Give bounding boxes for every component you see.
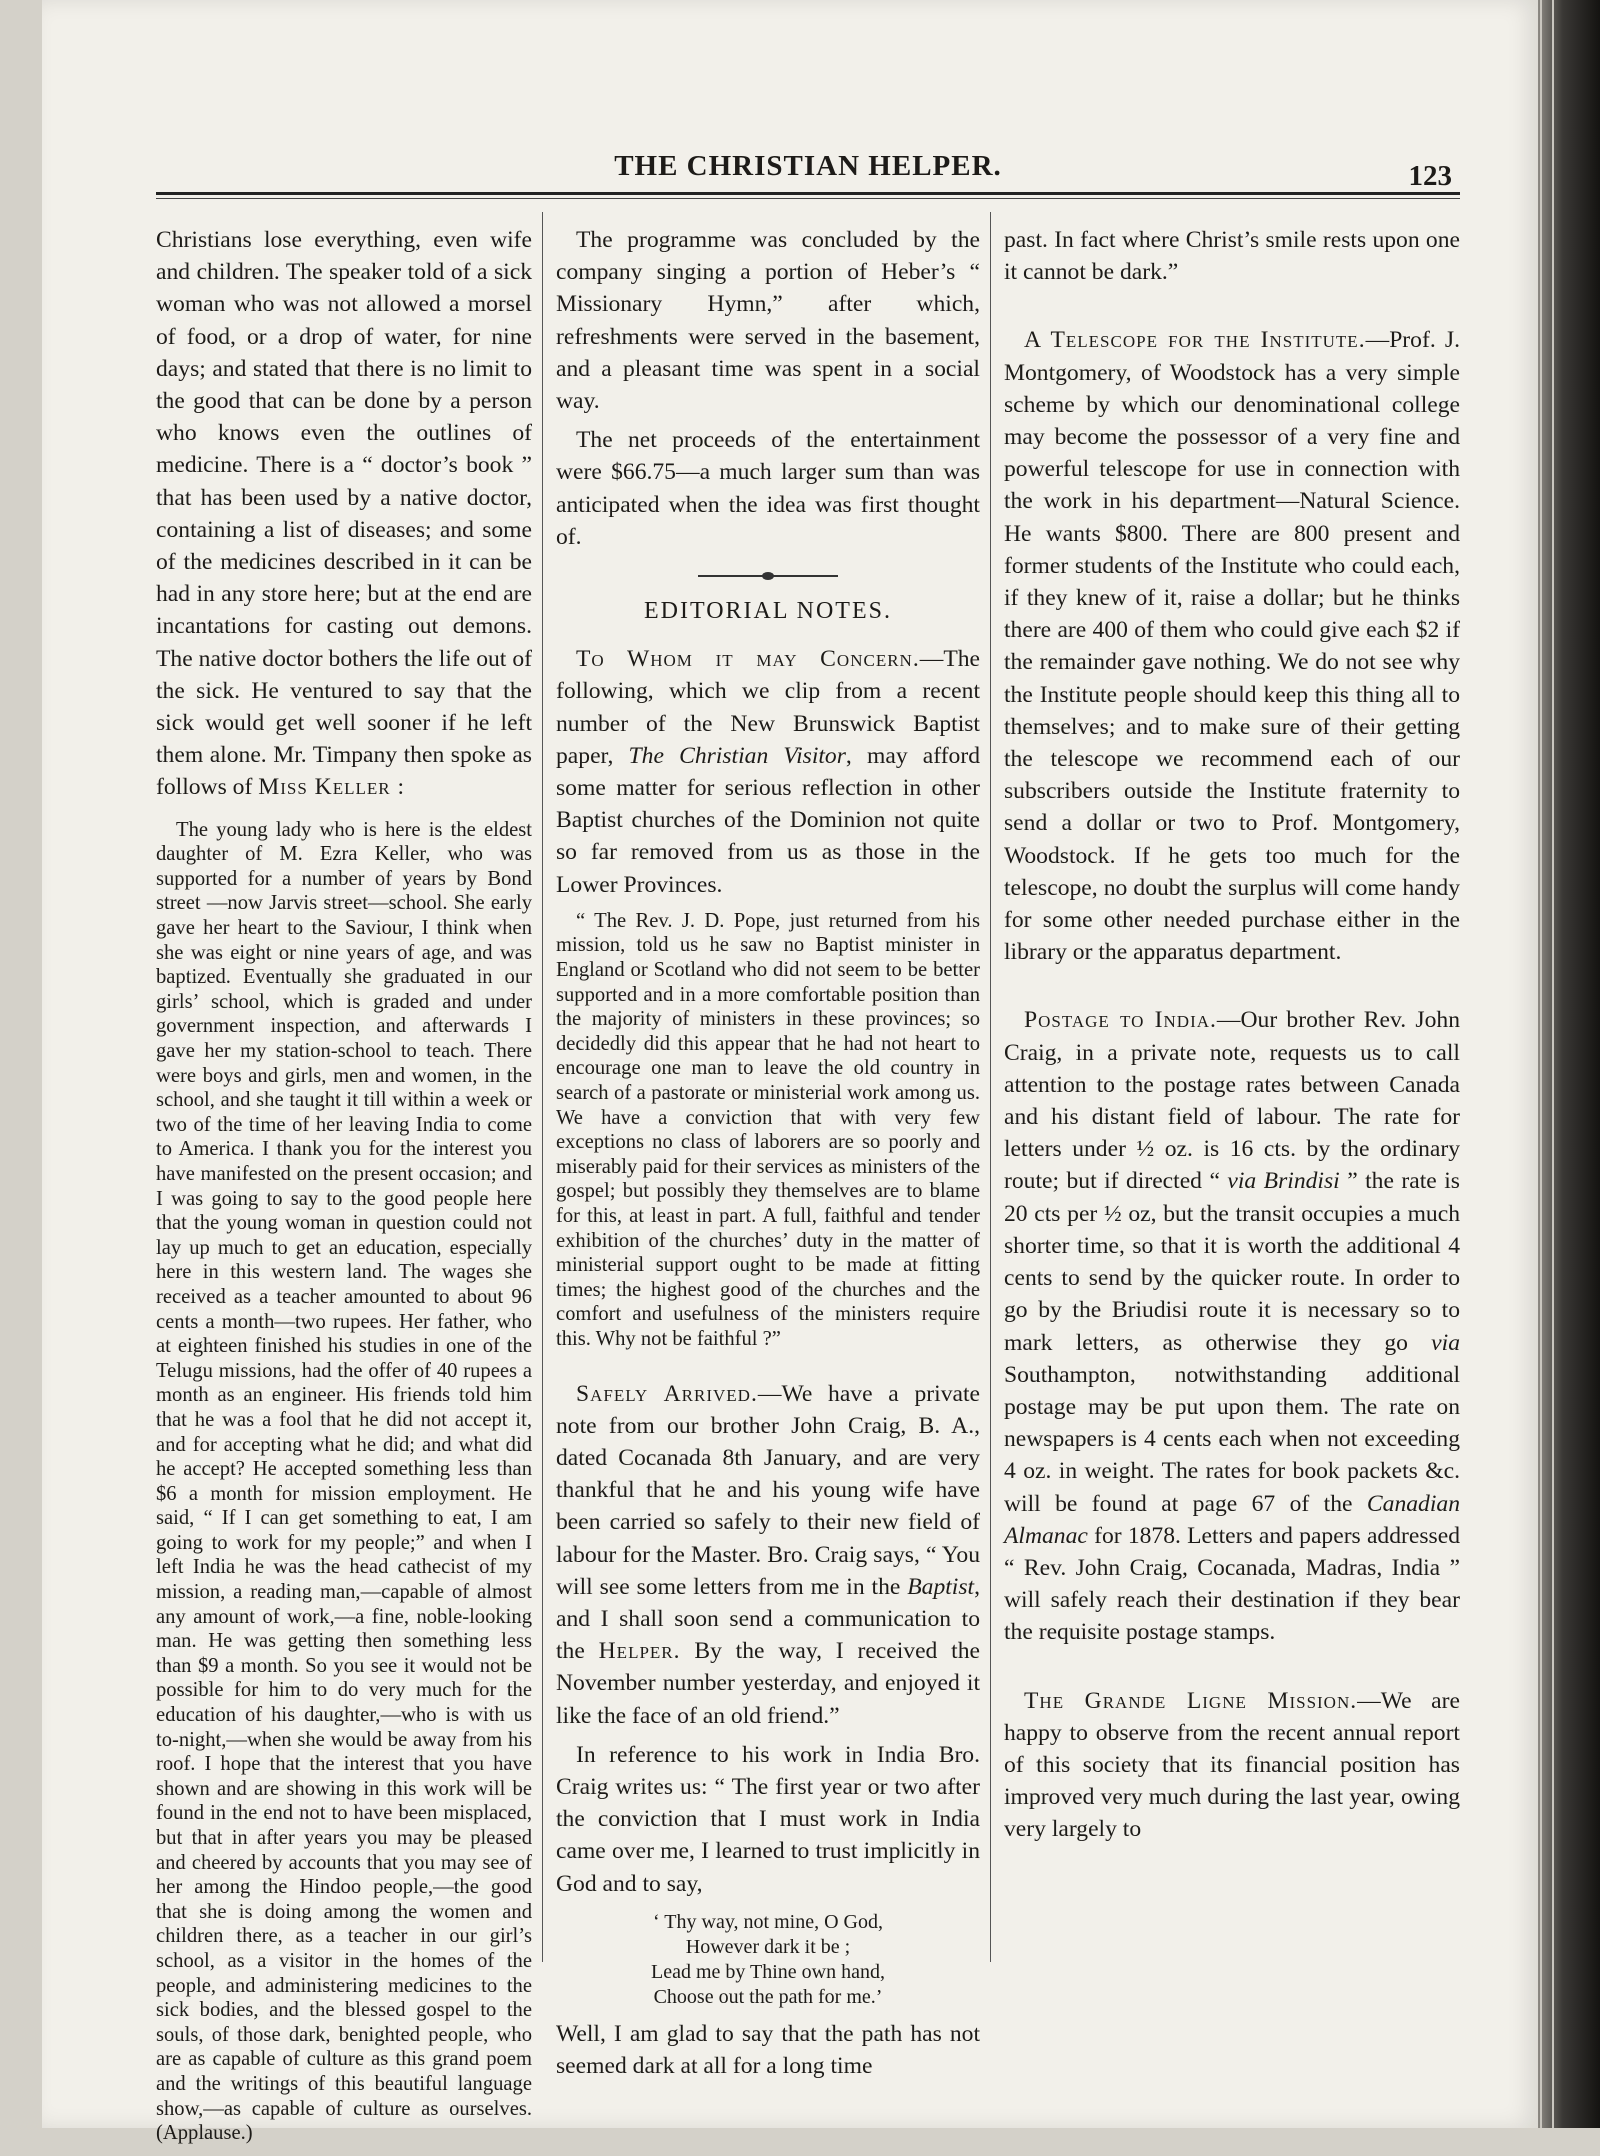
column-middle [556, 224, 980, 2089]
address-text: The young lady who is here is the eldest daughter of M. Ezra Keller, who was supported for a number of years by Bond street —now Jarvis street—school. She early gave her heart to the Saviour, I think when she was eight or nine years of age, and was baptized. Eventually she graduated in our girls’ school, which is graded and under government inspection, and afterwards I gave her my station-school to teach. There were boys and girls, men and women, in the school, and she taught it till within a week or two of the time of her leaving India to come to America. I thank you for the interest you have manifested on the present occasion; and I was going to say to the good people here that the young woman in question could not lay up much to get an education, especially here in this western land. The wages she received as a teacher amounted to about 96 cents a month—two rupees. Her father, who at eighteen finished his studies in one of the Telugu missions, had the offer of 40 rupees a month as an engineer. His friends told him that he was a fool that he did not accept it, and for accepting what he did; and what did he accept? He accepted something less than $6 a month for mission employment. He said, “ If I can get something to eat, I am going to work for my people;” and when I left India he was the head cathecist of my mission, a reading man,—capable of almost any amount of work,—a fine, noble-looking man. He was getting then something less than $9 a month. So you see it would not be possible for him to do very much for the education of his daughter,—who is with us to-night,—when she would be away from his roof. I hope that the interest that you have shown and are showing in this work will be found in the end not to have been misplaced, but that in after years you may be pleased and cheered by accounts that you may see of her among the Hindoo people,—the good that she is doing among the women and children there, as a teacher in our girl’s school, as a visitor in the homes of the people, and administering medicines to the sick bodies, and the blessed gospel to the souls, of those dark, benighted people, who are as capable of culture as this grand poem and the writings of this beautiful language show,—as capable of culture as ourselves. (Applause.) [156, 818, 532, 2145]
verse-line: However dark it be ; [685, 1935, 851, 1958]
hymn-verse [556, 1910, 980, 2010]
item-lead: A Telescope for the Institute. [1024, 327, 1366, 354]
section-heading: EDITORIAL NOTES. [644, 598, 892, 625]
paragraph [156, 224, 532, 804]
paragraph-text: —Our brother Rev. John Craig, in a private note, requests us to call attention to the postage rates between Canada and his distant field of labour. The rate for letters under ½ oz. is 16 cts. by the ordinary route; but if directed “ [1004, 1007, 1460, 1195]
verse-line: ‘ Thy way, not mine, O God, [653, 1910, 883, 1933]
emphasis: via Brindisi [1227, 1168, 1340, 1195]
paragraph-text: By the way, I received the November number yesterday, and enjoyed it like the face of an old friend.” [556, 1638, 980, 1729]
item-lead: Safely Arrived. [576, 1380, 758, 1407]
paragraph-text: for 1878. Letters and papers addressed “ Rev. John Craig, Cocanada, Madras, India ” will safely reach their destination if they bear the requisite postage stamps. [1004, 1522, 1460, 1646]
header-rule [156, 192, 1460, 195]
magazine-page [42, 0, 1538, 2145]
paragraph [1004, 324, 1460, 968]
paragraph-text: Christians lose everything, even wife and children. The speaker told of a sick woman who was not allowed a morsel of food, or a drop of water, for nine days; and stated that there is no limit to the good that can be done by a person who knows even the outlines of medicine. There is a “ doctor’s book ” that has been used by a native doctor, containing a list of diseases; and some of the medicines described in it can be had in any store here; but at the end are incantations for casting out demons. The native doctor bothers the life out of the sick. He ventured to say that the sick would get well sooner if he left them alone. Mr. Timpany then spoke as follows of [156, 227, 532, 801]
speaker-name: Miss Keller : [258, 774, 406, 801]
item-lead: Postage to India. [1024, 1007, 1217, 1034]
page-header [156, 140, 1460, 204]
paragraph-text: —We have a private note from our brother John Craig, B. A., dated Cocanada 8th January, and are very thankful that he and his young wife have been carried so safely to their new field of labour for the Master. Bro. Craig says, “ You will see some letters from me in the [556, 1380, 980, 1600]
paragraph: The net proceeds of the entertainment were $66.75—a much larger sum than was anticipated when the idea was first thought of. [556, 427, 980, 550]
item-lead: The Grande Ligne Mission. [1024, 1687, 1358, 1714]
paragraph [556, 1378, 980, 1732]
header-rule-thin [156, 198, 1460, 199]
column-left [156, 224, 532, 2156]
page-edge [1538, 0, 1600, 2128]
paragraph [1004, 1004, 1460, 1648]
item-lead: To Whom it may Concern. [576, 646, 920, 673]
paragraph: In reference to his work in India Bro. Craig writes us: “ The first year or two after the conviction that I must work in India came over me, I learned to trust implicitly in God and to say, [556, 1741, 980, 1897]
paragraph-text: —The following, which we clip from a recent number of the New Brunswick Baptist paper, [556, 646, 980, 769]
paragraph-text: —Prof. J. Montgomery, of Woodstock has a very simple scheme by which our denominational college may become the possessor of a very fine and powerful telescope for use in connection with the work in his department—Natural Science. He wants $800. There are 800 present and former students of the Institute who could each, if they knew of it, raise a dollar; but he thinks there are 400 of them who could give each $2 if the remainder gave nothing. We do not see why the Institute people should keep this thing all to themselves; and to make sure of their getting the telescope we recommend each of our subscribers outside the Institute fraternity to send a dollar or two to Prof. Montgomery, Woodstock. If he gets too much for the telescope, no doubt the surplus will come handy for some other needed purchase either in the library or the apparatus department. [1004, 327, 1460, 966]
paragraph: Well, I am glad to say that the path has not seemed dark at all for a long time [556, 2020, 980, 2079]
page-edge-line [1552, 0, 1554, 2128]
page-number: 123 [1408, 160, 1452, 192]
paragraph [1004, 1685, 1460, 1846]
emphasis: via [1431, 1329, 1460, 1356]
verse-line: Lead me by Thine own hand, [650, 1960, 885, 1983]
column-rule [990, 212, 991, 1962]
paragraph: The programme was concluded by the company singing a portion of Heber’s “ Missionary Hymn,” after which, refreshments were served in the basement, and a pleasant time was spent in a social way. [556, 227, 980, 415]
emphasis: Canadian Almanac [1004, 1490, 1460, 1549]
column-right [1004, 224, 1460, 1853]
column-rule [542, 212, 543, 1962]
page-edge-line [1540, 0, 1542, 2128]
paper-name: Helper. [598, 1638, 681, 1665]
paragraph [556, 643, 980, 901]
paragraph-text: —We are happy to observe from the recent annual report of this society that its financial position has improved very much during the last year, owing very largely to [1004, 1687, 1460, 1843]
paper-title: The Christian Visitor [628, 742, 846, 769]
verse-line: Choose out the path for me.’ [653, 1985, 883, 2008]
paragraph-text: , may afford some matter for serious reflection in other Baptist churches of the Dominion not quite so far removed from us as those in the Lower Provinces. [556, 742, 980, 898]
paragraph-text: Southampton, notwithstanding additional postage may be put upon them. The rate on newspapers is 4 cents each when not exceeding 4 oz. in weight. The rates for book packets &c. will be found at page 67 of the [1004, 1361, 1460, 1517]
paragraph: past. In fact where Christ’s smile rests upon one it cannot be dark.” [1004, 227, 1460, 286]
quoted-text: “ The Rev. J. D. Pope, just returned from his mission, told us he saw no Baptist minister in England or Scotland who did not seem to be better supported and in a more comfortable position than the majority of ministers in these provinces; so decidedly did this appear that he had not heart to encourage one man to leave the old country in search of a pastorate or ministerial work among us. We have a conviction that with very few exceptions no class of laborers are so poorly and miserably paid for their services as ministers of the gospel; but possibly they themselves are to blame for this, at least in part. A full, faithful and tender exhibition of the churches’ duty in the matter of ministerial support ought to be made at fitting times; the highest good of the churches and the comfort and usefulness of the ministers require this. Why not be faithful ?” [556, 909, 980, 1350]
paragraph-text: , and I shall soon send a communication to the [556, 1573, 980, 1665]
paper-title: Baptist [907, 1573, 975, 1600]
paragraph-text: ” the rate is 20 cts per ½ oz, but the transit occupies a much shorter time, so that it is worth the additional 4 cents to send by the quicker route. In order to go by the Briudisi route it is necessary so to mark letters, as otherwise they go [1004, 1168, 1460, 1356]
section-divider [698, 575, 838, 577]
running-head: THE CHRISTIAN HELPER. [614, 150, 1002, 182]
